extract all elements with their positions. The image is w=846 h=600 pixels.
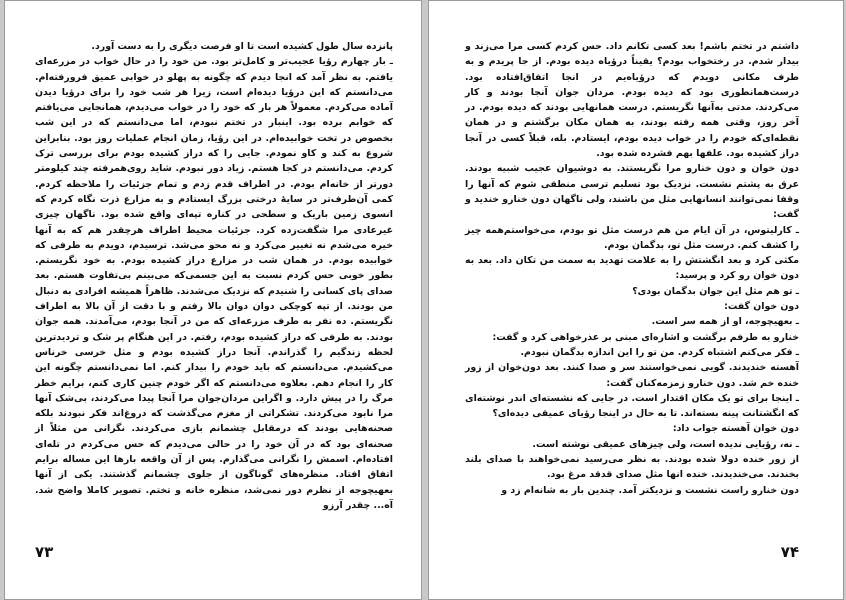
- paragraph: دون خوان گفت:: [724, 301, 799, 313]
- page-number: ۷۳: [35, 543, 54, 561]
- paragraph: ـ کارلیتوس، در آن ایام من هم درست مثل تو بودم، می‌خواستم‌همه چیز را کشف کنم. درست مثل تو، بدگمان بودم.: [465, 224, 799, 251]
- paragraph: دون خوان و دون خنارو مرا نگریستند. به دوشیوان عجیب شبیه بودند. عرق به پشتم نشست. نزدیک بود تسلیم ترسی منطقی شوم که آنها را وقفا نمی‌توانند انسانهایی مثل من باشند، ولی ناگهان دون خنارو خندید و گفت:: [465, 163, 799, 221]
- paragraph: ـ اینجا برای تو یک مکان اقتدار است. در جایی که نشسته‌ای اندر نوشته‌ای که انگشتانت پینه بسته‌اند. تا به حال در اینجا رؤیای عمیقی دیده‌ای؟: [465, 392, 799, 420]
- paragraph: پانزده سال طول کشیده است تا او فرصت دیگری را به دست آورد.: [91, 41, 393, 52]
- paragraph: خنارو به طرفم برگشت و اشاره‌ای مبنی بر عذرخواهی کرد و گفت:: [492, 331, 799, 343]
- paragraph: ـ بعهیچوجه، او از همه سر است.: [651, 316, 799, 328]
- paragraph: مکثی کرد و بعد انگشتش را به علامت تهدید به سمت من تکان داد. بعد به دون خوان رو کرد و پرسید:: [465, 255, 799, 282]
- paragraph: آهسته خندیدند. گویی نمی‌خواستند سر و صدا کنند. بعد دون‌خوان از زور خنده خم شد. دون خنارو زمزمه‌کنان گفت:: [465, 362, 799, 389]
- paragraph: ـ تو هم مثل این جوان بدگمان بودی؟: [632, 285, 799, 297]
- right-page: [428, 0, 844, 600]
- paragraph: داشتم در تختم باشم! بعد کسی تکانم داد. حس کردم کسی مرا می‌زند و بیدار شدم. در رختخواب بودم؟ یقیناً درؤیاه دیده بودم. از جا پریدم و به طرف مکانی دویدم که درؤیاه‌یم در انجا اتفاق‌افتاده بود. درست‌همانطوری بود که دیده بودم. مردان جوان آنجا بودند و کار می‌کردند. مدتی به‌آنها نگریستم. درست همانهایی بودند که دیده بودم. در آخر روز، وقتی همه رفته بودند، به همان مکان برگشتم و در همان نقطه‌ای‌که خودم را در خواب دیده بودم، ایستادم. بله، قبلاً کسی در آنجا دراز کشیده بود. علفها بهم فشرده شده بود.: [465, 41, 799, 160]
- right-page-text: [465, 39, 799, 498]
- paragraph: از زور خنده دولا شده بودند. به نظر می‌رسید نمی‌خواهند با صدای بلند بخندند. می‌خندیدند. خنده انها مثل صدای قدقد مرغ بود.: [465, 454, 799, 481]
- paragraph: دون خوان آهسته جواب داد:: [672, 423, 799, 435]
- paragraph: ـ فکر می‌کنم اشتباه کردم. من تو را این اندازه بدگمان نبودم.: [520, 346, 799, 358]
- left-page-text: [35, 39, 393, 513]
- paragraph: ـ نه، رؤیایی ندیده است، ولی چیزهای عمیقی نوشته است.: [532, 438, 799, 450]
- paragraph: ـ بار چهارم رؤیا عجیب‌تر و کامل‌تر بود. من خود را در حال خواب در مزرعه‌ای یافتم. به نظر آمد که انجا دیدم که چگونه به پهلو در خوابی عمیق فرورفته‌ام. می‌دانستم که این درؤیا دیده‌ام است، زیرا هر شب خود را برای درؤیا دیدن آماده می‌کردم. معمولاً هر بار که خود را در خواب می‌دیدم، همانجایی می‌یافتم که خوابم برده بود. اینبار در تختم نبودم، اما می‌دانستم که در این شب بخصوص در تخت خوابیده‌ام. در این رؤیا، زمان انجام عملیات روز بود. بنابراین شروع به کند و کاو نمودم. جایی را که دراز کشیده بودم برای بررسی ترک کردم. می‌دانستم در کجا هستم. زیاد دور نبودم. شاید روی‌همرفته چند کیلومتر دورتر از خانه‌ام بودم. در اطراف قدم زدم و تمام جزئیات را ملاحظه کردم. کمی آن‌طرف‌تر در سایهٔ درختی بزرگ ایستادم و به مزارع ذرت نگاه کردم که انسوی زمین باریک و سطحی در کناره تپه‌ای واقع شده بود. ناگهان چیزی غیرعادی مرا شگفت‌زده کرد. جزئیات محیط اطراف هرچقدر هم که به آنها خیره می‌شدم نه تغییر می‌کرد و نه محو می‌شد. ترسیدم، دویدم به طرفی که خوابیده بودم. در همان شب در مزارع دراز کشیده بودم. به خود نگریستم. بطور خوبی حس کردم نسبت به این جسمی‌که می‌بینم بی‌تفاوت هستم. بعد صدای پای کسانی را شنیدم که نزدیک می‌شدند. ظاهراً همیشه افرادی به دنبال من بودند. از تپه کوچکی دوان دوان بالا رفتم و با دقت از آن بالا به اطراف نگریستم. ده نفر به طرف مزرعه‌ای که من در آنجا بودم، می‌آمدند. همه جوان بودند. به طرفی که دراز کشیده بودم، رفتم. در این هنگام پر شک و تردیدترین لحظه زندگیم را گذراندم. آنجا دراز کشیده بودم و مثل خرسی خرناس می‌کشیدم. می‌دانستم که باید خودم را بیدار کنم. اما نمی‌دانستم چگونه این کار را انجام دهم. بعلاوه می‌دانستم که اگر خودم چنین کاری کنم، برایم خطر مرگ را در پیش دارد. و اگراین مردان‌جوان مرا آنجا پیدا می‌کردند، بی‌شک آنها مرا نابود می‌کردند. تشکراتی از مغزم می‌گذشت که دروغ‌اند فکر نبودند بلکه صحنه‌هایی بودند که درمقابل چشمانم بازی می‌کردند. نگرانی من مثلاً از صحنه‌ای بود که در آن خود را در حالی می‌دیدم که حس می‌کردم در تله‌ای افتاده‌ام. اسمش را نگرانی می‌گذارم. پس از آن واقعه بارها این مساله برایم اتفاق افتاد. منظره‌های گوناگون از جلوی چشمانم گذشتند. یکی از آنها بعهیچوجه از نظرم دور نمی‌شد، منظره خانه و تختم. تصویر کاملا واضح شد. آه... چقدر آرزو: [35, 56, 393, 511]
- page-number: ۷۴: [780, 543, 799, 561]
- paragraph: دون خنارو راست نشست و نزدیکتر آمد. چندین بار به شانه‌ام زد و: [501, 484, 799, 496]
- left-page: [4, 0, 422, 600]
